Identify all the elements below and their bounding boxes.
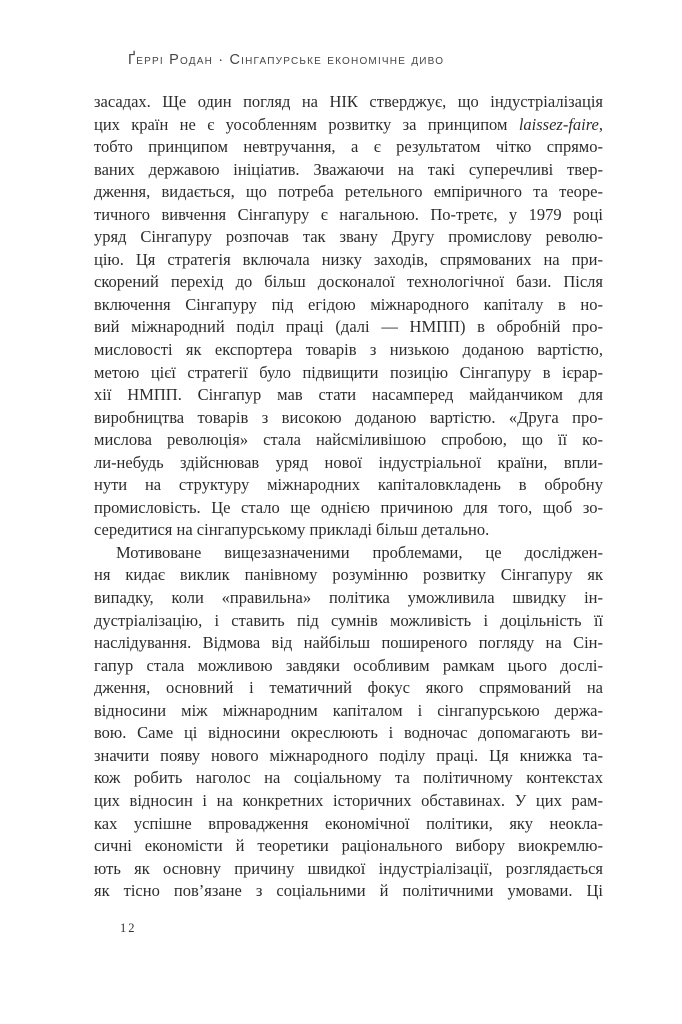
text-line: відносини між міжнародним капіталом і сінгапурською держа- [94, 700, 603, 720]
text-line: як тісно пов’язане з соціальними й політичними умовами. Ці [94, 881, 603, 901]
text-line: нути на структуру міжнародних капіталовкладень в обробну [94, 475, 603, 495]
text-line: промисловість. Це стало ще однією причиною для того, щоб зо- [94, 497, 603, 517]
text-line: виробництва товарів з високою доданою вартістю. «Друга про- [94, 407, 603, 427]
text-line: включення Сінгапуру під егідою міжнародного капіталу в но- [94, 294, 603, 314]
text-line: засадах. Ще один погляд на НІК стверджує, що індустріалізація [94, 92, 603, 111]
text-line: гапур стала можливою завдяки особливим рамкам цього дослі- [94, 655, 603, 675]
text-line: значити появу нового міжнародного поділу праці. Ця книжка та- [94, 745, 603, 765]
text-line: цих країн не є уособленням розвитку за принципом laissez-faire, [94, 114, 603, 134]
text-line: дустріалізацію, і ставить під сумнів можливість і доцільність її [94, 610, 603, 630]
text-line: тобто принципом невтручання, а є результатом чітко спрямо- [94, 137, 603, 157]
text-line: дження, видається, що потреба ретельного емпіричного та теоре- [94, 182, 603, 202]
text-line: наслідування. Відмова від найбільш поширеного погляду на Сін- [94, 633, 603, 653]
text-line: скорений перехід до більш досконалої технологічної бази. Після [94, 272, 603, 292]
text-line: мислова революція» стала найсміливішою спробою, що її ко- [94, 430, 603, 450]
text-line: ли-небудь здійснював уряд нової індустріальної країни, впли- [94, 452, 603, 472]
text-line: Мотивоване вищезазначеними проблемами, це досліджен- [116, 542, 603, 562]
page-number: 12 [120, 921, 137, 935]
body-text [94, 91, 603, 903]
running-header [128, 52, 444, 68]
text-line: ня кидає виклик панівному розумінню розвитку Сінгапуру як [94, 565, 603, 585]
text-line: цих відносин і на конкретних історичних обставинах. У цих рам- [94, 790, 603, 810]
text-line: вою. Саме ці відносини окреслюють і водночас допомагають ви- [94, 723, 603, 743]
text-line: середитися на сінгапурському прикладі більш детально. [94, 520, 490, 540]
text-line: метою цієї стратегії було підвищити позицію Сінгапуру в ієрар- [94, 362, 603, 382]
text-line: тичного вивчення Сінгапуру є нагальною. По-третє, у 1979 році [94, 204, 603, 224]
text-line: ках успішне впровадження економічної політики, яку неокла- [94, 813, 603, 833]
text-line: кож робить наголос на соціальному та політичному контекстах [94, 768, 603, 788]
text-line: ваних державою ініціатив. Зважаючи на такі суперечливі твер- [94, 159, 603, 179]
text-line: дження, основний і тематичний фокус якого спрямований на [94, 678, 603, 698]
text-line: уряд Сінгапуру розпочав так звану Другу промислову револю- [94, 227, 603, 247]
text-line: сичні економісти й теоретики раціонального вибору виокремлю- [94, 836, 603, 856]
text-line: ють як основну причину швидкої індустріалізації, розглядається [94, 858, 603, 878]
running-header-text: Ґеррі Родан · Сінгапурське економічне диво [128, 52, 445, 68]
text-line: хії НМПП. Сінгапур мав стати насамперед майданчиком для [94, 385, 603, 405]
text-line: випадку, коли «правильна» політика уможливила швидку ін- [94, 588, 603, 608]
text-line: мисловості як експортера товарів з низькою доданою вартістю, [94, 340, 603, 360]
text-line: цію. Ця стратегія включала низку заходів, спрямованих на при- [94, 249, 603, 269]
text-line: вий міжнародний поділ праці (далі — НМПП) в обробній про- [94, 317, 603, 337]
